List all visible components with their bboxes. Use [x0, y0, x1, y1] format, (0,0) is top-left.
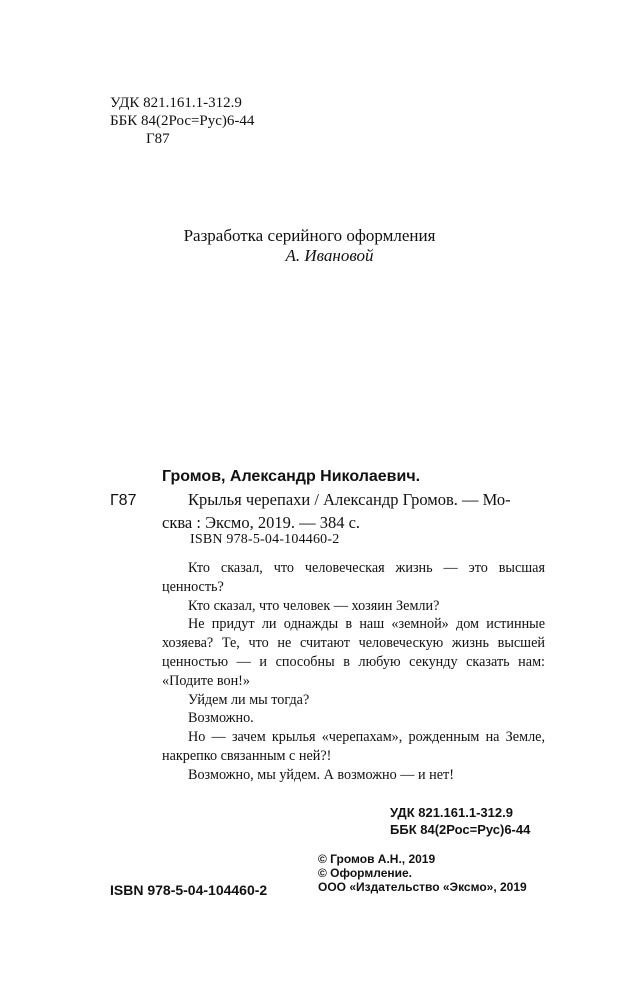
- udk-code: УДК 821.161.1-312.9: [110, 95, 242, 111]
- annotation-paragraph: Возможно, мы уйдем. А возможно — и нет!: [188, 766, 454, 783]
- copyright-design: © Оформление.: [318, 866, 413, 880]
- annotation-paragraph: Не придут ли однажды в наш «земной» дом истинные хозяева? Те, что не считают человеческую жизнь высшей ценностью — и способны в любую секунду сказать нам: «Подите вон!»: [162, 616, 545, 689]
- bottom-udk-code: УДК 821.161.1-312.9: [390, 805, 513, 820]
- annotation: [162, 559, 545, 785]
- copyright-block: [318, 852, 527, 894]
- bib-isbn: ISBN 978-5-04-104460-2: [190, 532, 340, 547]
- annotation-paragraph: Возможно.: [188, 710, 254, 727]
- bbk-code: ББК 84(2Рос=Рус)6-44: [110, 113, 255, 129]
- bib-title-block: [188, 488, 511, 511]
- series-design-credit: [0, 226, 619, 266]
- bib-author-mark: Г87: [110, 492, 137, 509]
- bottom-bbk-code: ББК 84(2Рос=Рус)6-44: [390, 822, 531, 837]
- bib-title-line-2: сква : Эксмо, 2019. — 384 с.: [162, 513, 361, 532]
- series-designer: А. Ивановой: [285, 246, 374, 265]
- copyright-author: © Громов А.Н., 2019: [318, 852, 436, 866]
- annotation-paragraph: Уйдем ли мы тогда?: [188, 691, 310, 708]
- annotation-paragraph: Кто сказал, что человек — хозяин Земли?: [188, 597, 440, 614]
- bib-title-line-1: Крылья черепахи / Александр Громов. — Мо-: [188, 490, 511, 509]
- classification-block: [110, 94, 254, 148]
- footer-isbn: ISBN 978-5-04-104460-2: [110, 882, 268, 898]
- copyright-publisher: ООО «Издательство «Эксмо», 2019: [318, 880, 527, 894]
- series-design-label: Разработка серийного оформления: [183, 226, 436, 245]
- annotation-paragraph: Но — зачем крылья «черепахам», рожденным на Земле, накрепко связанным с ней?!: [162, 729, 545, 764]
- bottom-classification: [390, 804, 530, 838]
- author-mark: Г87: [146, 131, 170, 147]
- bib-author: Громов, Александр Николаевич.: [162, 468, 421, 485]
- bib-title-cont: [162, 511, 360, 534]
- annotation-paragraph: Кто сказал, что человеческая жизнь — это высшая ценность?: [162, 560, 545, 595]
